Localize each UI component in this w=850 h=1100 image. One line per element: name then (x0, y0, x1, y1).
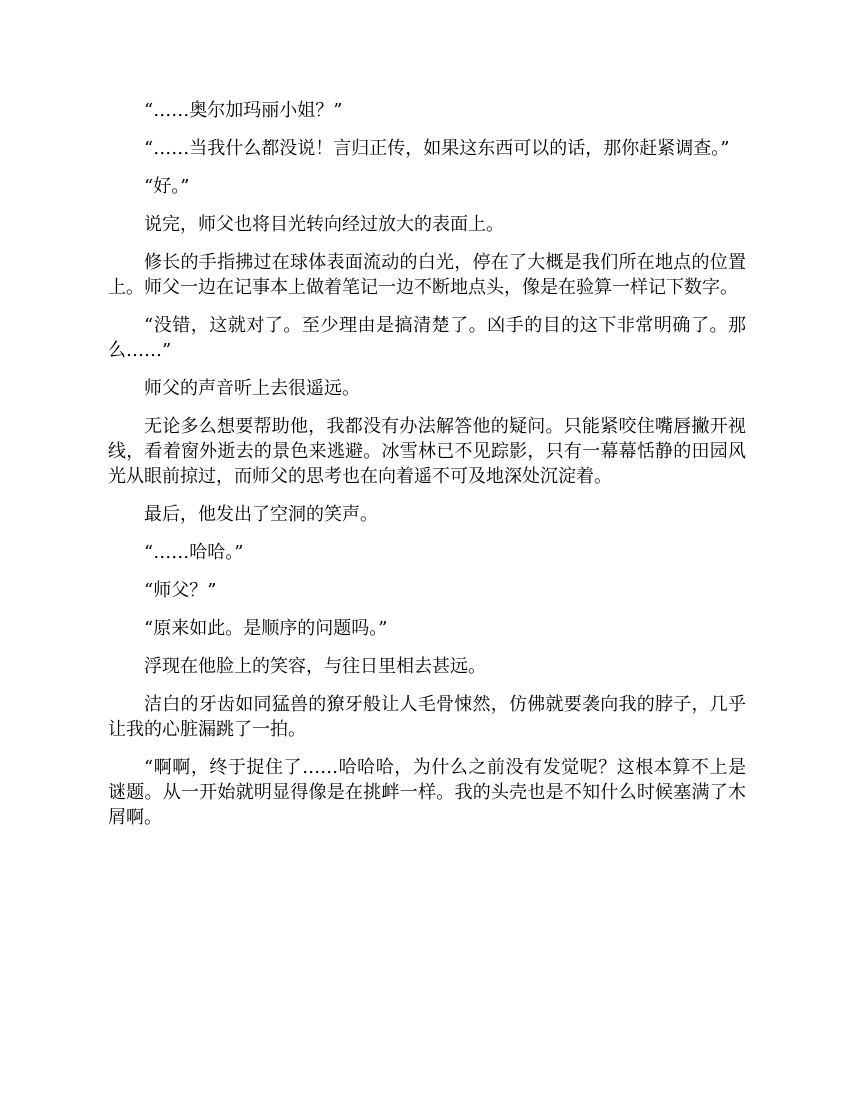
paragraph: “啊啊，终于捉住了……哈哈哈，为什么之前没有发觉呢？这根本算不上是谜题。从一开始就明显得像是在挑衅一样。我的头壳也是不知什么时候塞满了木屑啊。 (108, 757, 746, 828)
paragraph: “师父？” (144, 580, 217, 601)
paragraph: 无论多么想要帮助他，我都没有办法解答他的疑问。只能紧咬住嘴唇撇开视线，看着窗外逝去的景色来逃避。冰雪林已不见踪影，只有一幕幕恬静的田园风光从眼前掠过，而师父的思考也在向着遥不可及地深处沉淀着。 (108, 416, 746, 487)
paragraph: “……哈哈。” (144, 542, 244, 563)
paragraph: 修长的手指拂过在球体表面流动的白光，停在了大概是我们所在地点的位置上。师父一边在记事本上做着笔记一边不断地点头，像是在验算一样记下数字。 (108, 252, 746, 298)
paragraph: 说完，师父也将目光转向经过放大的表面上。 (144, 214, 504, 235)
paragraph: “没错，这就对了。至少理由是搞清楚了。凶手的目的这下非常明确了。那么……” (108, 315, 746, 361)
paragraph: “原来如此。是顺序的问题吗。” (144, 618, 388, 639)
paragraph: 洁白的牙齿如同猛兽的獠牙般让人毛骨悚然，仿佛就要袭向我的脖子，几乎让我的心脏漏跳了一拍。 (108, 694, 746, 740)
document-page (108, 98, 746, 843)
paragraph: 浮现在他脸上的笑容，与往日里相去甚远。 (144, 656, 486, 677)
paragraph: 最后，他发出了空洞的笑声。 (144, 504, 378, 525)
paragraph: “好。” (144, 176, 190, 197)
paragraph: “……当我什么都没说！言归正传，如果这东西可以的话，那你赶紧调查。” (144, 138, 730, 159)
paragraph: “……奥尔加玛丽小姐？” (144, 100, 343, 121)
paragraph: 师父的声音听上去很遥远。 (144, 378, 360, 399)
